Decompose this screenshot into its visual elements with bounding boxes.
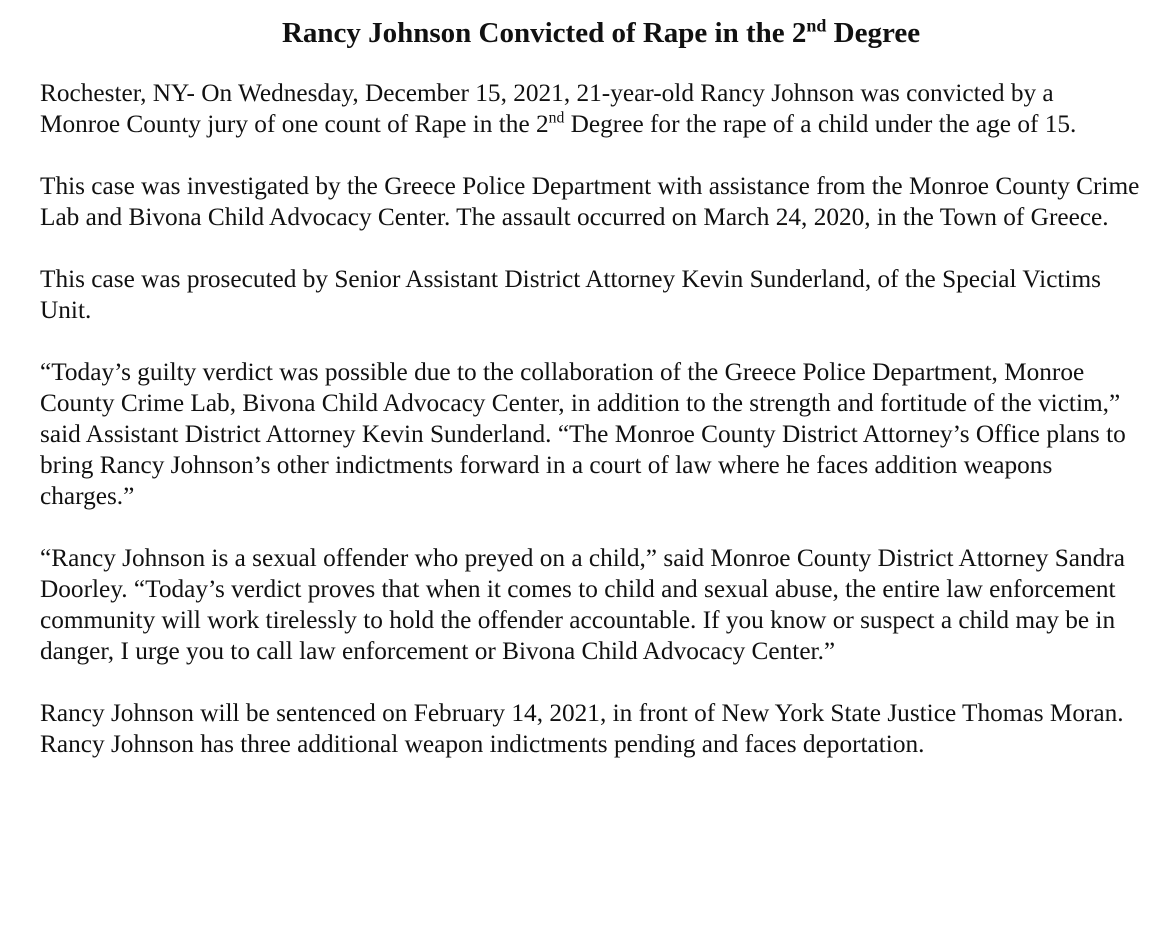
press-release-title	[40, 14, 1140, 52]
paragraph-conviction-end: Degree for the rape of a child under the age of 15.	[564, 110, 1077, 138]
paragraph-conviction	[40, 78, 1140, 140]
paragraph-investigation: This case was investigated by the Greece Police Department with assistance from the Monroe County Crime Lab and Bivona Child Advocacy Center. The assault occurred on March 24, 2020, in the Town of Greece.	[40, 172, 1140, 231]
paragraph-sentencing: Rancy Johnson will be sentenced on February 14, 2021, in front of New York State Justice Thomas Moran. Rancy Johnson has three additional weapon indictments pending and faces deportation.	[40, 699, 1124, 758]
paragraph-conviction-ordinal-suffix: nd	[548, 109, 565, 127]
paragraph-prosecution: This case was prosecuted by Senior Assistant District Attorney Kevin Sunderland, of the Special Victims Unit.	[40, 265, 1101, 324]
title-text-start: Rancy Johnson Convicted of Rape in the 2	[281, 17, 807, 49]
paragraph-ada-quote: “Today’s guilty verdict was possible due to the collaboration of the Greece Police Department, Monroe County Crime Lab, Bivona Child Advocacy Center, in addition to the strength and fortitude of the victim,” said Assistant District Attorney Kevin Sunderland. “The Monroe County District Attorney’s Office plans to bring Rancy Johnson’s other indictments forward in a court of law where he faces addition weapons charges.”	[40, 358, 1126, 510]
title-ordinal-suffix: nd	[806, 15, 827, 36]
paragraph-conviction-start: Rochester, NY- On Wednesday, December 15, 2021, 21-year-old Rancy Johnson was convicted by a Monroe County jury of one count of Rape in the 2	[40, 79, 1054, 138]
title-text-end: Degree	[826, 17, 921, 49]
paragraph-da-quote: “Rancy Johnson is a sexual offender who preyed on a child,” said Monroe County District Attorney Sandra Doorley. “Today’s verdict proves that when it comes to child and sexual abuse, the entire law enforcement community will work tirelessly to hold the offender accountable. If you know or suspect a child may be in danger, I urge you to call law enforcement or Bivona Child Advocacy Center.”	[40, 544, 1125, 665]
press-release-page	[40, 14, 1140, 791]
